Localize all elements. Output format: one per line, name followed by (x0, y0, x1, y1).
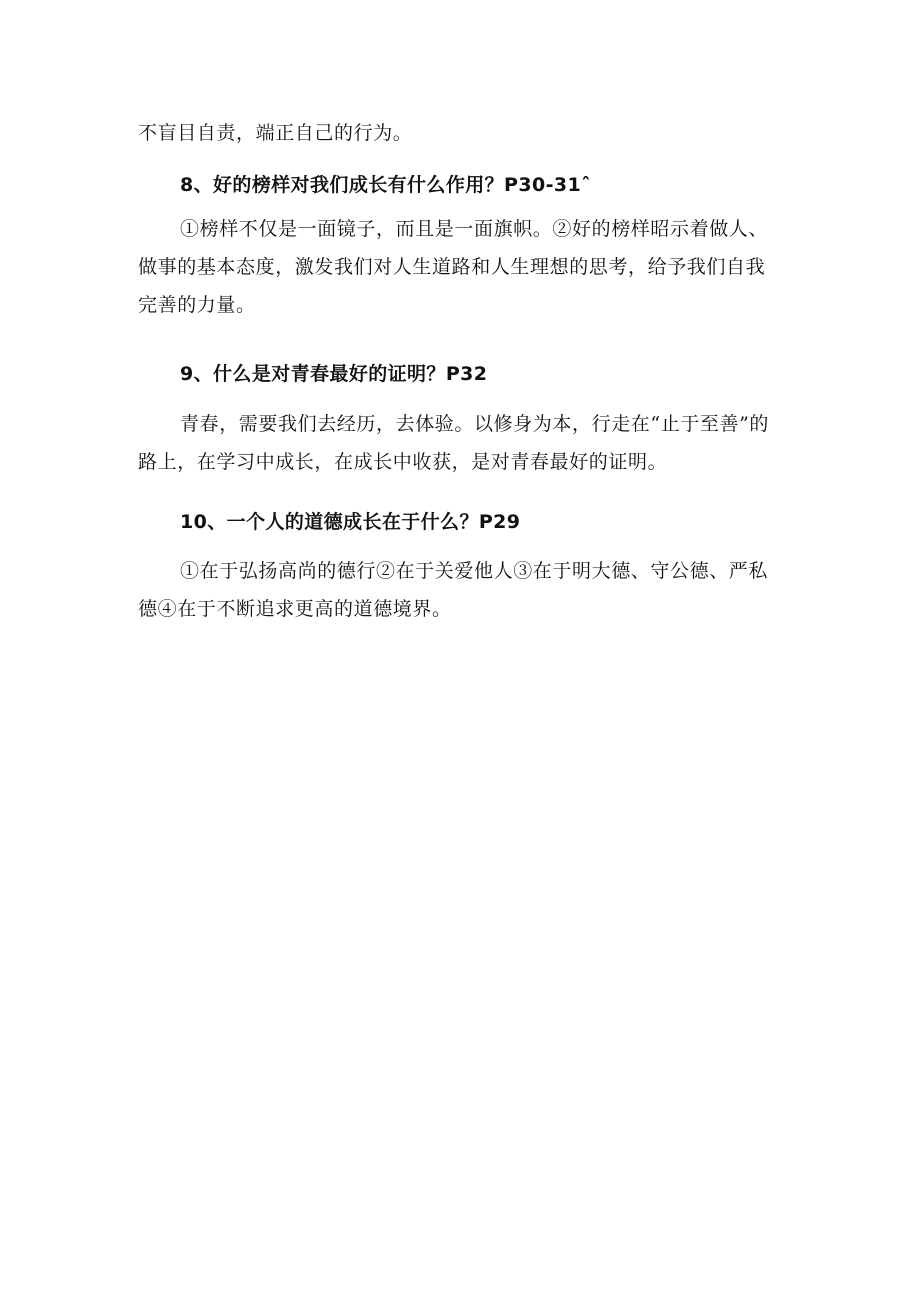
answer-paragraph-10: ①在于弘扬高尚的德行②在于关爱他人③在于明大德、守公德、严私德④在于不断追求更高的道德境界。 (138, 560, 769, 620)
answer-paragraph-9: 青春，需要我们去经历，去体验。以修身为本，行走在“止于至善”的路上，在学习中成长，在成长中收获，是对青春最好的证明。 (138, 413, 770, 473)
question-heading-9: 9、什么是对青春最好的证明？P32 (180, 363, 488, 385)
question-heading-10: 10、一个人的道德成长在于什么？P29 (180, 511, 521, 533)
answer-paragraph-8: ①榜样不仅是一面镜子，而且是一面旗帜。②好的榜样昭示着做人、做事的基本态度，激发我们对人生道路和人生理想的思考，给予我们自我完善的力量。 (138, 218, 769, 316)
question-heading-8: 8、好的榜样对我们成长有什么作用？P30-31ˆ (180, 174, 592, 196)
carryover-paragraph: 不盲目自责，端正自己的行为。 (138, 122, 413, 144)
